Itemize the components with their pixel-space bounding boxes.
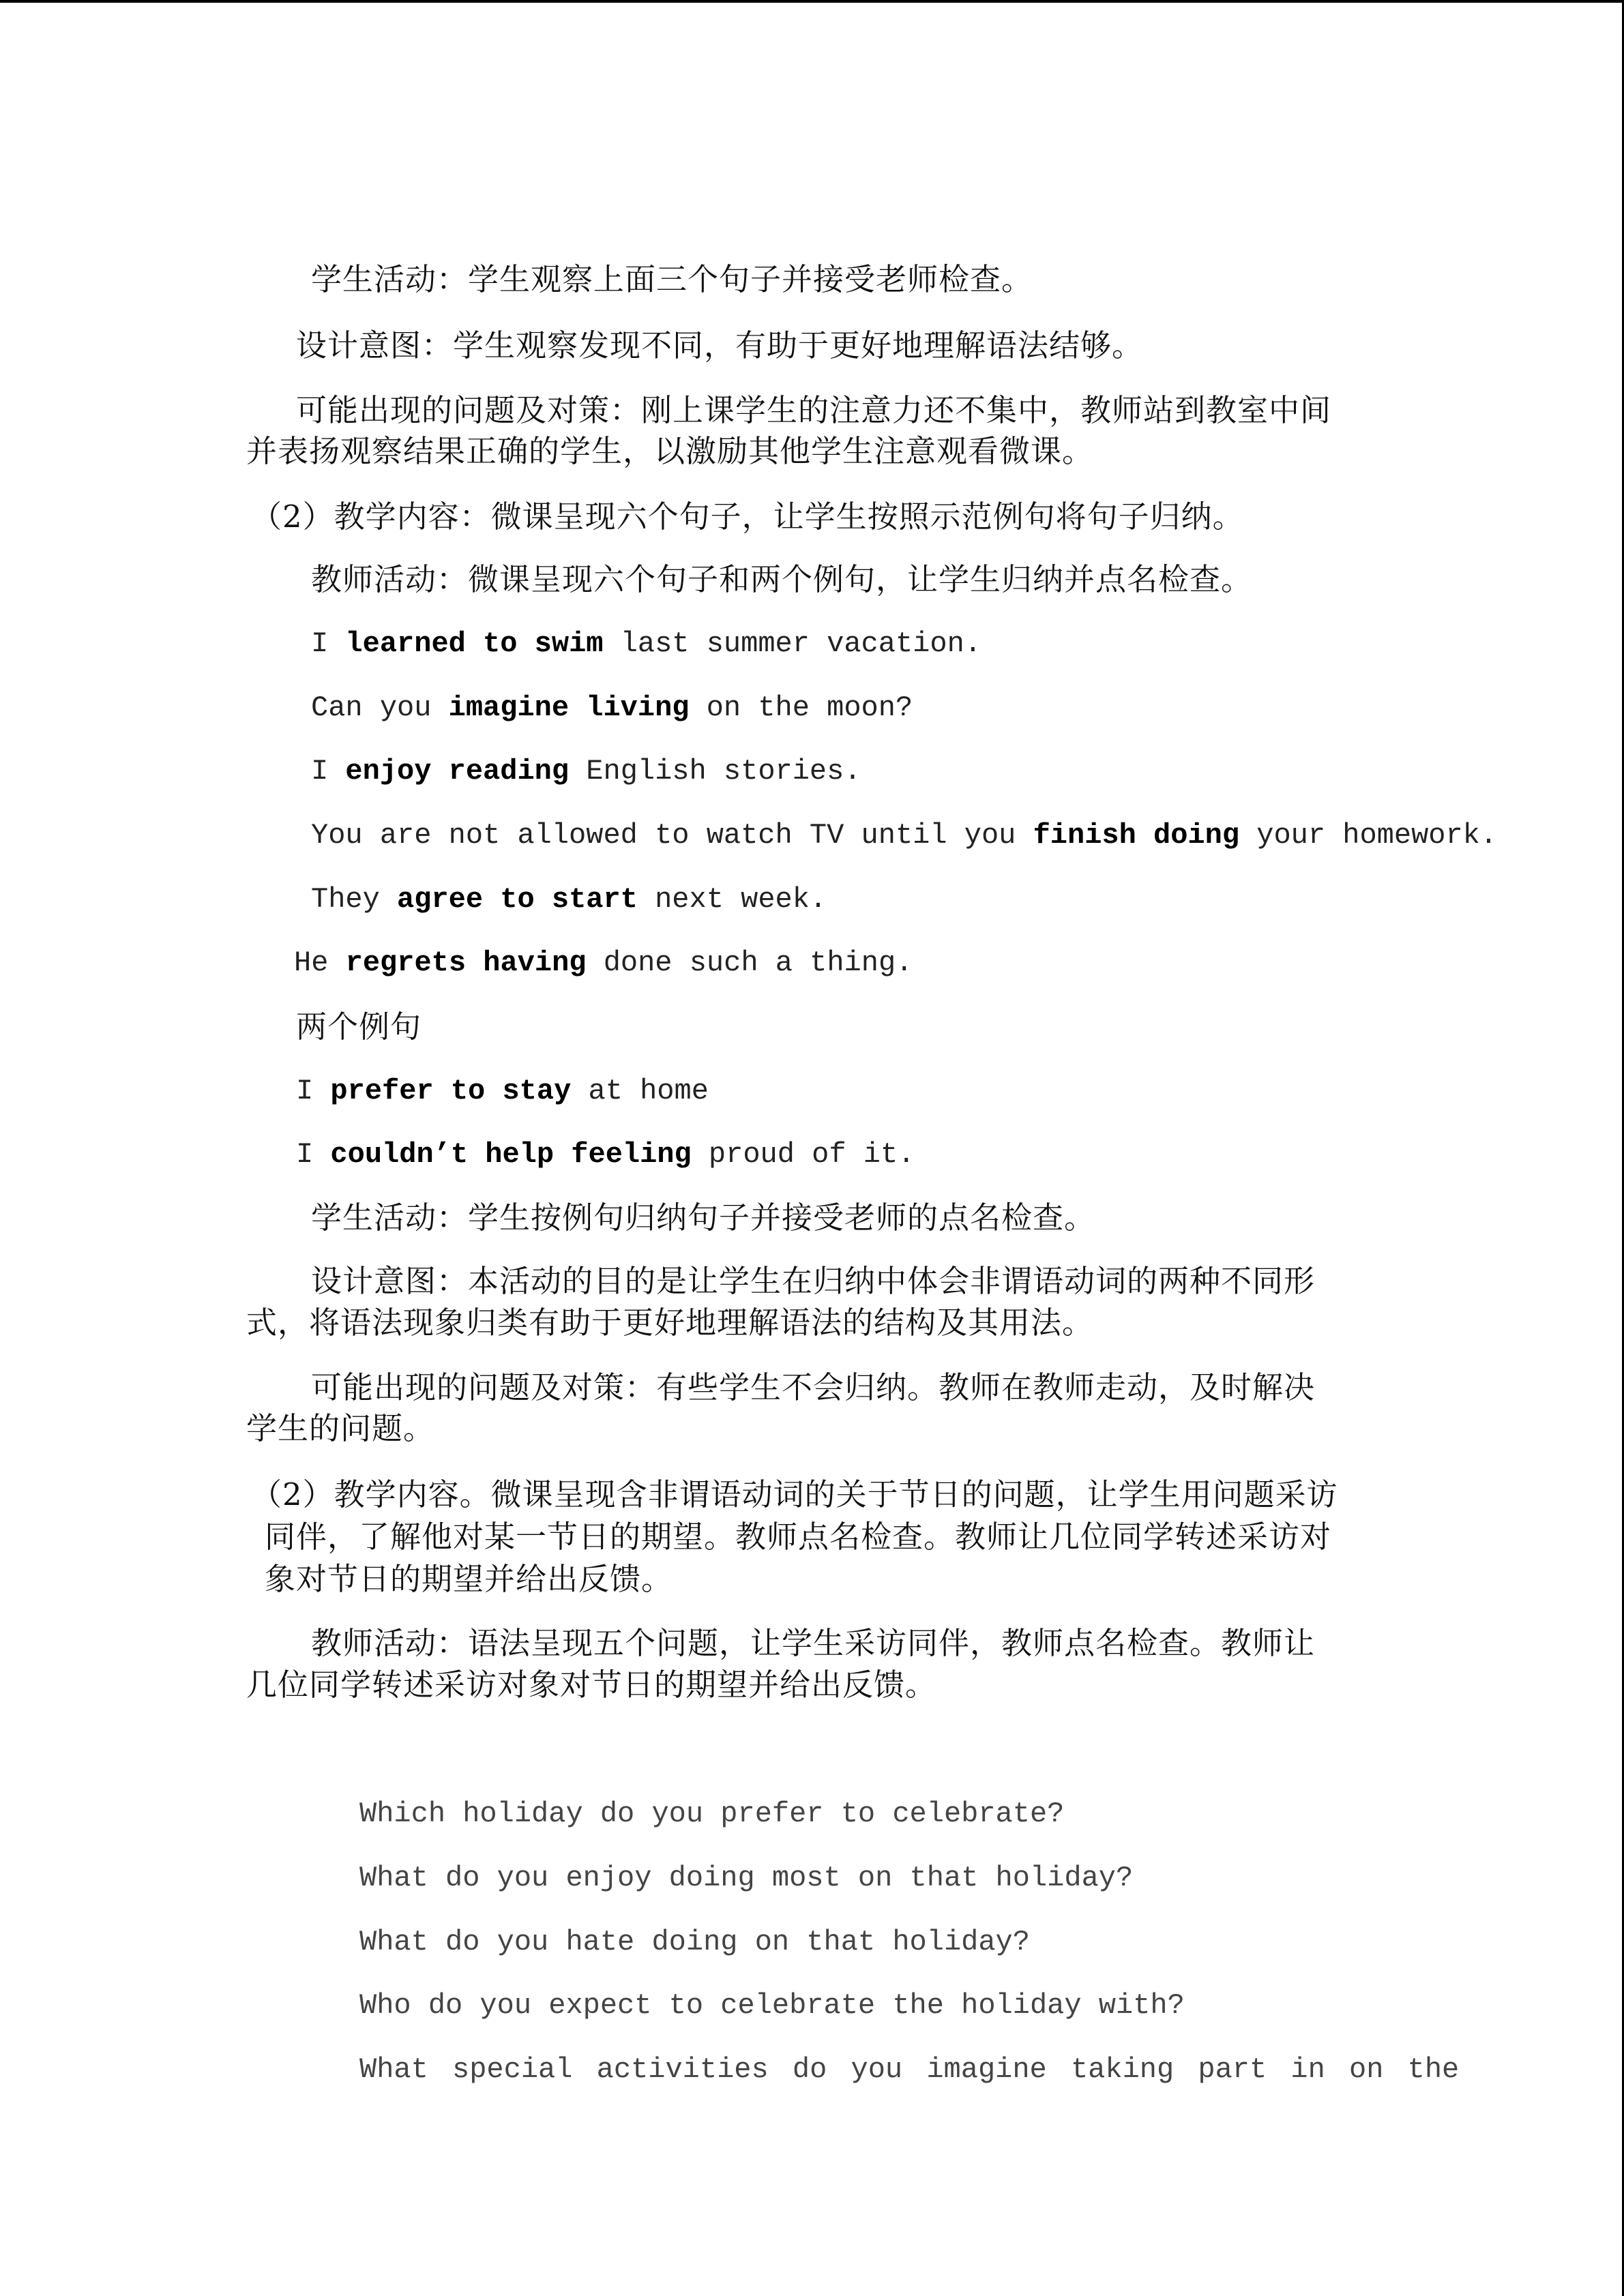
problems-paragraph-line: 学生的问题。 bbox=[246, 1410, 435, 1446]
student-activity-paragraph: 学生活动：学生观察上面三个句子并接受老师检查。 bbox=[311, 261, 1033, 297]
example-sentence: They agree to start next week. bbox=[311, 883, 827, 916]
interview-question: Which holiday do you prefer to celebrate? bbox=[359, 1798, 1065, 1830]
problems-paragraph-line: 并表扬观察结果正确的学生，以激励其他学生注意观看微课。 bbox=[246, 433, 1094, 469]
highlighted-verb-phrase: regrets having bbox=[345, 946, 587, 979]
teacher-activity-paragraph: 教师活动：微课呈现六个句子和两个例句，让学生归纳并点名检查。 bbox=[311, 561, 1253, 597]
content-heading: （2）教学内容：微课呈现六个句子，让学生按照示范例句将句子归纳。 bbox=[251, 498, 1244, 535]
student-activity-paragraph: 学生活动：学生按例句归纳句子并接受老师的点名检查。 bbox=[311, 1199, 1096, 1236]
teacher-activity-paragraph-line: 教师活动：语法呈现五个问题，让学生采访同伴，教师点名检查。教师让 bbox=[311, 1625, 1316, 1661]
design-intent-paragraph-line: 设计意图：本活动的目的是让学生在归纳中体会非谓语动词的两种不同形 bbox=[311, 1263, 1316, 1299]
content-heading-line: 同伴，了解他对某一节日的期望。教师点名检查。教师让几位同学转述采访对 bbox=[265, 1519, 1332, 1555]
highlighted-verb-phrase: imagine living bbox=[448, 691, 690, 724]
model-sentence: I prefer to stay at home bbox=[296, 1075, 709, 1107]
model-sentence: I couldn’t help feeling proud of it. bbox=[296, 1138, 915, 1171]
interview-question: What do you enjoy doing most on that holiday? bbox=[359, 1862, 1134, 1894]
highlighted-verb-phrase: enjoy reading bbox=[345, 755, 570, 788]
problems-paragraph-line: 可能出现的问题及对策：刚上课学生的注意力还不集中，教师站到教室中间 bbox=[296, 392, 1332, 428]
example-sentence: Can you imagine living on the moon? bbox=[311, 691, 913, 724]
highlighted-verb-phrase: finish doing bbox=[1033, 819, 1240, 852]
example-sentence: He regrets having done such a thing. bbox=[294, 946, 913, 979]
highlighted-verb-phrase: couldn’t help feeling bbox=[330, 1138, 692, 1171]
example-sentence: You are not allowed to watch TV until you finish doing your homework. bbox=[311, 819, 1498, 852]
problems-paragraph-line: 可能出现的问题及对策：有些学生不会归纳。教师在教师走动，及时解决 bbox=[311, 1369, 1316, 1405]
highlighted-verb-phrase: learned to swim bbox=[345, 627, 604, 660]
example-sentence: I enjoy reading English stories. bbox=[311, 755, 861, 788]
highlighted-verb-phrase: prefer to stay bbox=[330, 1075, 572, 1107]
examples-label: 两个例句 bbox=[296, 1009, 422, 1045]
content-heading-line: 象对节日的期望并给出反馈。 bbox=[265, 1561, 673, 1597]
content-heading-line: （2）教学内容。微课呈现含非谓语动词的关于节日的问题，让学生用问题采访 bbox=[251, 1476, 1338, 1512]
interview-question: Who do you expect to celebrate the holiday with? bbox=[359, 1989, 1185, 2022]
design-intent-paragraph-line: 式，将语法现象归类有助于更好地理解语法的结构及其用法。 bbox=[246, 1304, 1094, 1341]
design-intent-paragraph: 设计意图：学生观察发现不同，有助于更好地理解语法结够。 bbox=[296, 327, 1144, 363]
example-sentence: I learned to swim last summer vacation. bbox=[311, 627, 981, 660]
page-top-border bbox=[0, 0, 1624, 3]
interview-question: What special activities do you imagine taking part in on the bbox=[359, 2053, 1460, 2086]
highlighted-verb-phrase: agree to start bbox=[397, 883, 638, 916]
teacher-activity-paragraph-line: 几位同学转述采访对象对节日的期望并给出反馈。 bbox=[246, 1667, 937, 1703]
interview-question: What do you hate doing on that holiday? bbox=[359, 1926, 1030, 1958]
